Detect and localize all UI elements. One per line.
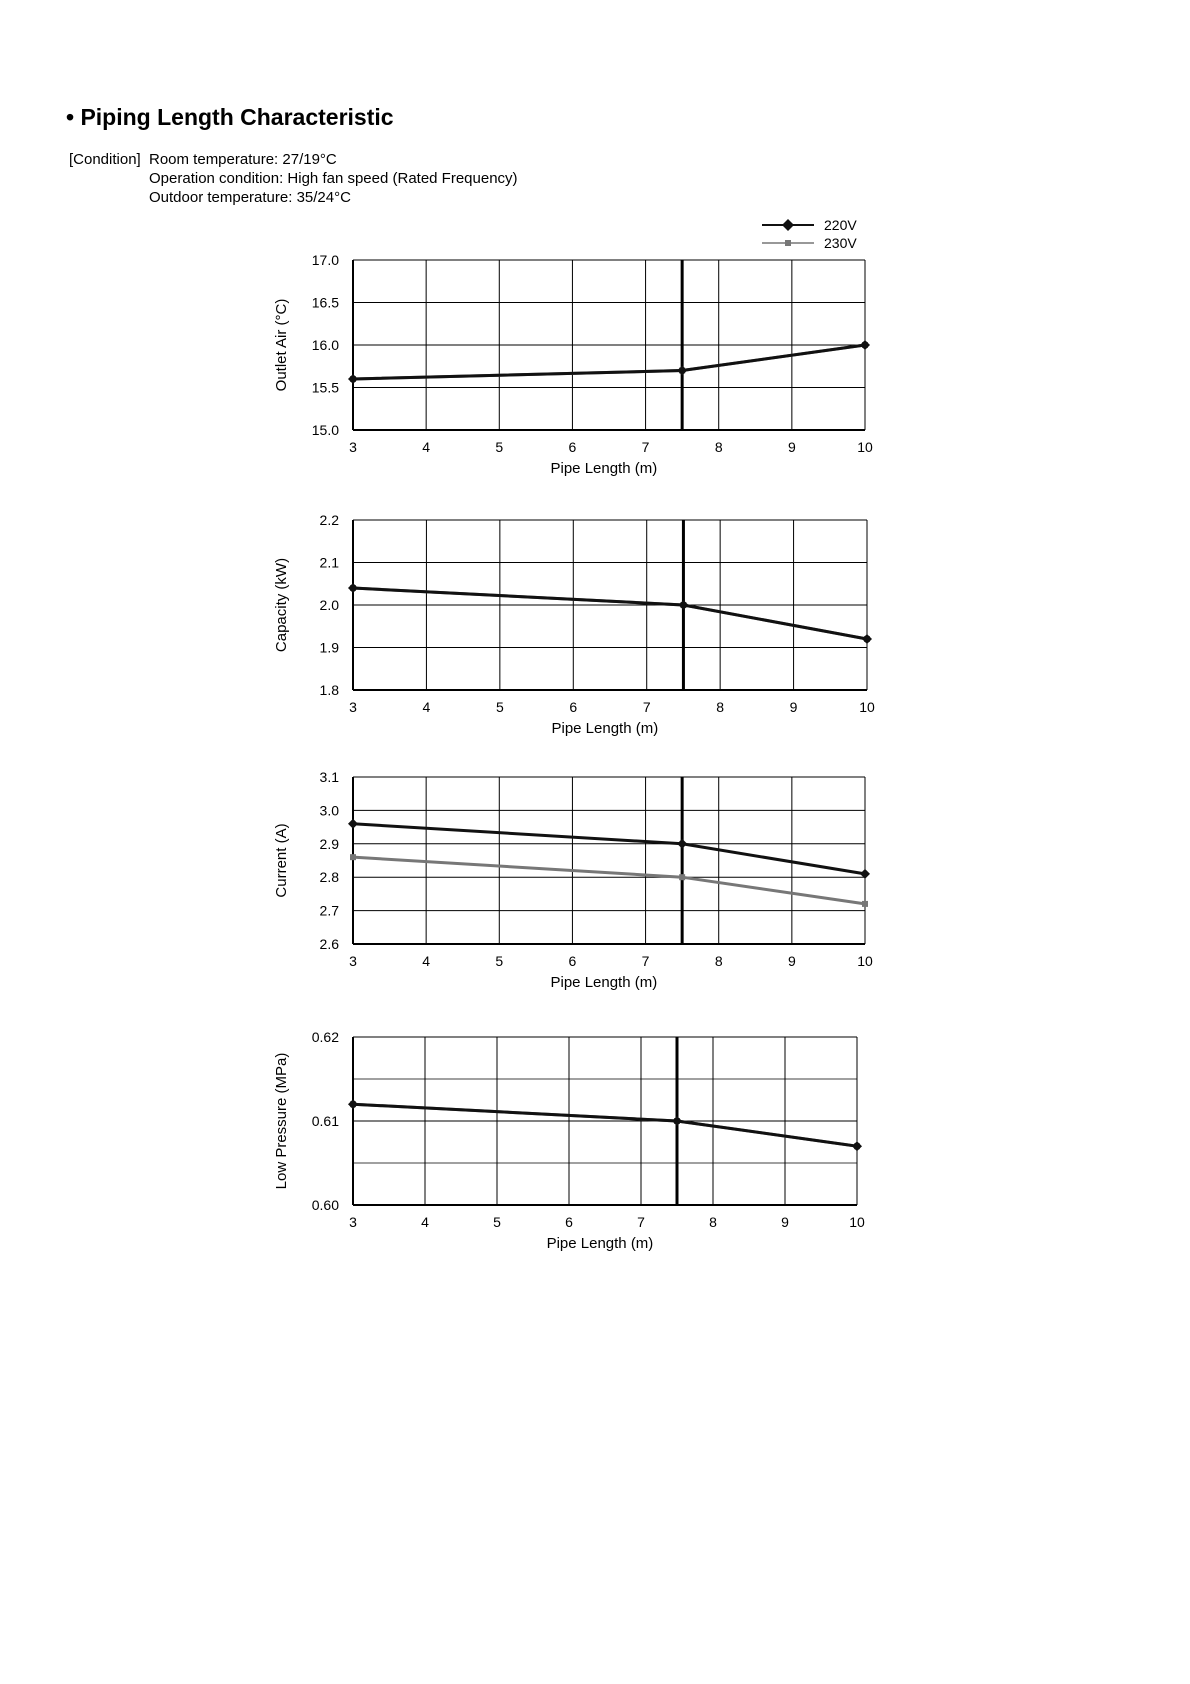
y-tick-label: 15.0 xyxy=(311,422,339,438)
y-axis-title: Current (A) xyxy=(273,823,290,898)
series-line-230v xyxy=(353,345,865,379)
series-line-220v xyxy=(353,1104,857,1146)
x-tick-label: 5 xyxy=(495,953,504,969)
x-tick-label: 7 xyxy=(641,439,650,455)
x-tick-label: 7 xyxy=(641,953,650,969)
y-tick-label: 3.1 xyxy=(319,769,339,785)
current-chart xyxy=(0,757,1190,1007)
x-axis-title: Pipe Length (m) xyxy=(546,1235,654,1252)
data-point-220v xyxy=(860,340,870,350)
x-tick-label: 4 xyxy=(421,1214,429,1230)
series-line-230v xyxy=(353,1104,857,1146)
x-tick-label: 7 xyxy=(642,699,651,715)
data-point-230v xyxy=(350,854,356,860)
x-tick-label: 9 xyxy=(781,1214,789,1230)
x-tick-label: 5 xyxy=(495,439,504,455)
data-point-220v xyxy=(348,1099,358,1109)
condition-label: [Condition] xyxy=(69,151,141,168)
y-tick-label: 16.5 xyxy=(311,294,339,311)
y-tick-label: 2.2 xyxy=(319,512,339,528)
data-point-220v xyxy=(348,819,358,829)
data-point-220v xyxy=(862,634,872,644)
legend-230v-label: 230V xyxy=(824,235,857,251)
x-tick-label: 8 xyxy=(714,439,723,455)
data-point-220v xyxy=(348,583,358,593)
x-tick-label: 6 xyxy=(565,1214,573,1230)
x-tick-label: 8 xyxy=(714,953,723,969)
data-point-220v xyxy=(678,600,688,610)
condition-room-temperature: Room temperature: 27/19°C xyxy=(149,151,337,168)
series-line-220v xyxy=(353,345,865,379)
x-tick-label: 4 xyxy=(422,439,431,455)
data-point-220v xyxy=(677,366,687,376)
y-tick-label: 1.9 xyxy=(319,639,339,656)
x-axis-title: Pipe Length (m) xyxy=(551,720,659,737)
condition-operation: Operation condition: High fan speed (Rated Frequency) xyxy=(149,170,518,187)
x-tick-label: 5 xyxy=(493,1214,501,1230)
x-tick-label: 8 xyxy=(716,699,725,715)
y-tick-label: 1.8 xyxy=(319,682,339,698)
x-tick-label: 10 xyxy=(857,953,873,969)
x-tick-label: 10 xyxy=(849,1214,865,1230)
x-tick-label: 6 xyxy=(569,699,578,715)
data-point-220v xyxy=(348,374,358,384)
y-axis-title: Outlet Air (°C) xyxy=(273,298,290,392)
y-tick-label: 2.9 xyxy=(319,835,339,852)
x-tick-label: 8 xyxy=(709,1214,717,1230)
condition-outdoor-temperature: Outdoor temperature: 35/24°C xyxy=(149,189,351,206)
x-tick-label: 6 xyxy=(568,953,577,969)
x-tick-label: 4 xyxy=(422,699,431,715)
x-tick-label: 9 xyxy=(787,953,796,969)
x-tick-label: 10 xyxy=(859,699,875,715)
y-axis-title: Capacity (kW) xyxy=(273,557,290,653)
series-line-230v xyxy=(353,857,865,904)
outlet-air-chart xyxy=(0,240,1190,490)
y-tick-label: 2.7 xyxy=(319,902,339,919)
x-tick-label: 3 xyxy=(349,1214,357,1230)
x-axis-title: Pipe Length (m) xyxy=(550,460,658,477)
series-line-230v xyxy=(353,588,867,639)
y-tick-label: 2.0 xyxy=(319,597,339,613)
x-tick-label: 10 xyxy=(857,439,873,455)
series-line-220v xyxy=(353,588,867,639)
y-tick-label: 0.61 xyxy=(311,1113,339,1129)
y-tick-label: 2.1 xyxy=(319,554,339,571)
x-tick-label: 3 xyxy=(349,953,357,969)
x-tick-label: 9 xyxy=(789,699,798,715)
x-tick-label: 4 xyxy=(422,953,431,969)
x-tick-label: 6 xyxy=(568,439,577,455)
y-tick-label: 2.8 xyxy=(319,869,339,886)
data-point-220v xyxy=(677,839,687,849)
y-tick-label: 0.62 xyxy=(311,1029,339,1045)
y-tick-label: 3.0 xyxy=(319,802,339,819)
y-tick-label: 2.6 xyxy=(319,936,339,952)
page-title: • Piping Length Characteristic xyxy=(66,104,394,130)
y-axis-title: Low Pressure (MPa) xyxy=(273,1052,290,1190)
x-axis-title: Pipe Length (m) xyxy=(550,974,658,991)
y-tick-label: 17.0 xyxy=(311,252,339,268)
y-tick-label: 0.60 xyxy=(311,1197,339,1213)
data-point-220v xyxy=(852,1141,862,1151)
x-tick-label: 7 xyxy=(637,1214,645,1230)
x-tick-label: 5 xyxy=(495,699,504,715)
x-tick-label: 9 xyxy=(787,439,796,455)
legend-220v-label: 220V xyxy=(824,217,857,233)
low-pressure-chart xyxy=(0,1017,1190,1267)
series-line-220v xyxy=(353,824,865,874)
data-point-230v xyxy=(679,874,685,880)
y-tick-label: 15.5 xyxy=(311,379,339,396)
capacity-chart xyxy=(0,500,1190,750)
x-tick-label: 3 xyxy=(349,439,357,455)
data-point-220v xyxy=(672,1116,682,1126)
x-tick-label: 3 xyxy=(349,699,357,715)
legend-220v-marker xyxy=(782,219,794,231)
y-tick-label: 16.0 xyxy=(311,337,339,353)
data-point-230v xyxy=(862,901,868,907)
